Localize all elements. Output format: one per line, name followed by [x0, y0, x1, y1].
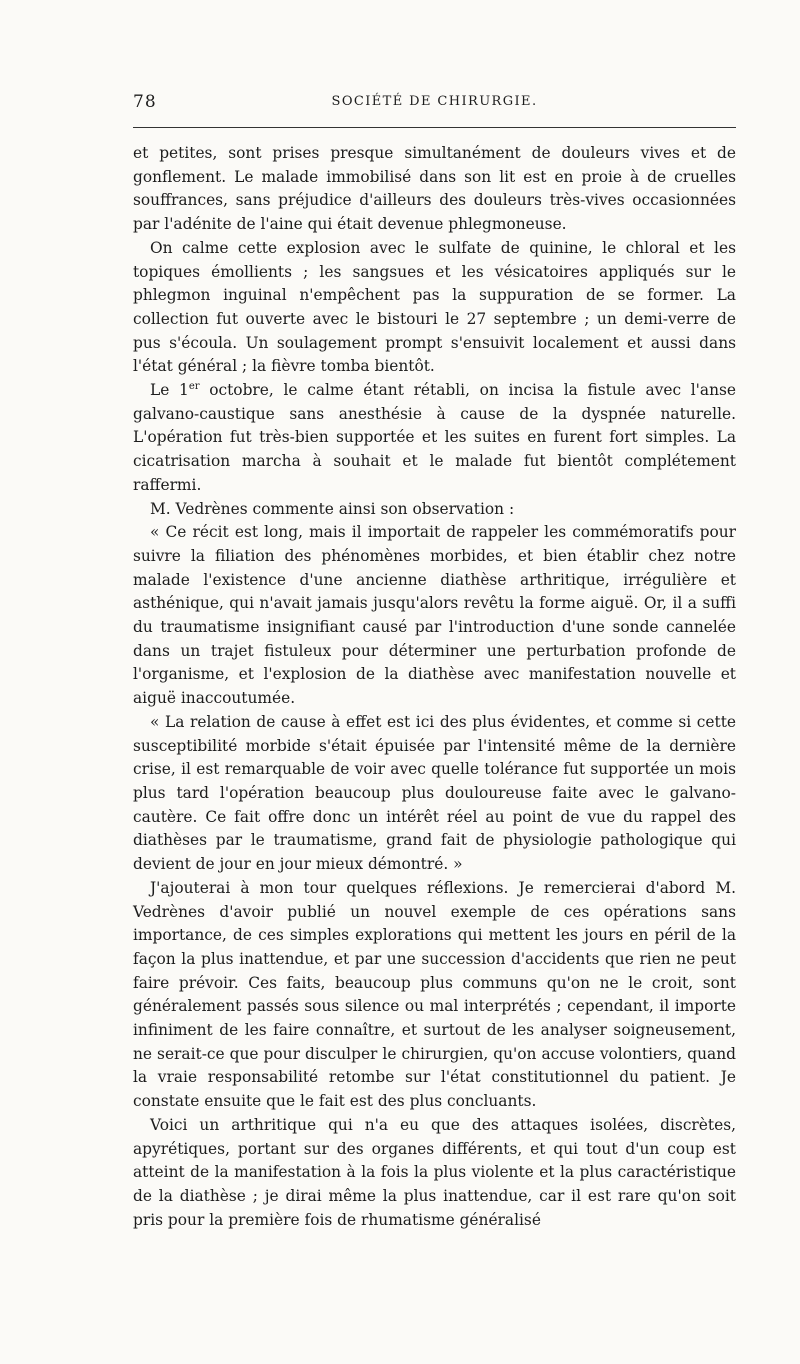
date-prefix: Le 1: [150, 381, 189, 400]
body-text: [133, 142, 736, 1232]
paragraph: « Ce récit est long, mais il importait de rappeler les commémoratifs pour suivre la filiation des phénomènes morbides, et bien établir chez notre malade l'existence d'une ancienne diathèse arthritique, irrégulière et asthénique, qui n'avait jamais jusqu'alors revêtu la forme aiguë. Or, il a suffi du traumatisme insignifiant causé par l'introduction d'une sonde cannelée dans un trajet fistuleux pour déterminer une perturbation profonde de l'organisme, et l'explosion de la diathèse avec manifestation nouvelle et aiguë inaccoutumée.: [133, 523, 736, 708]
ordinal-superscript: er: [188, 380, 200, 392]
page-header: [133, 92, 736, 118]
page-number: 78: [133, 92, 157, 112]
paragraph: M. Vedrènes commente ainsi son observation :: [150, 499, 515, 518]
paragraph: « La relation de cause à effet est ici des plus évidentes, et comme si cette susceptibilité morbide s'était épuisée par l'intensité même de la dernière crise, il est remarquable de voir avec quelle tolérance fut supportée un mois plus tard l'opération beaucoup plus douloureuse faite avec le galvano-cautère. Ce fait offre donc un intérêt réel au point de vue du rappel des diathèses par le traumatisme, grand fait de physiologie pathologique qui devient de jour en jour mieux démontré. »: [133, 712, 736, 874]
paragraph: et petites, sont prises presque simultanément de douleurs vives et de gonflement. Le malade immobilisé dans son lit est en proie à de cruelles souffrances, sans préjudice d'ailleurs des douleurs très-vives occasionnées par l'adénite de l'aine qui était devenue phlegmoneuse.: [133, 144, 736, 234]
paragraph: On calme cette explosion avec le sulfate de quinine, le chloral et les topiques émollients ; les sangsues et les vésicatoires appliqués sur le phlegmon inguinal n'empêchent pas la suppuration de se former. La collection fut ouverte avec le bistouri le 27 septembre ; un demi-verre de pus s'écoula. Un soulagement prompt s'ensuivit localement et aussi dans l'état général ; la fièvre tomba bientôt.: [133, 238, 736, 376]
paragraph-with-date: [133, 379, 736, 498]
header-rule: [133, 127, 736, 128]
paragraph-text: octobre, le calme étant rétabli, on incisa la fistule avec l'anse galvano-caustique sans anesthésie à cause de la dyspnée naturelle. L'opération fut très-bien supportée et les suites en furent fort simples. La cicatrisation marcha à souhait et le malade fut bientôt complétement raffermi.: [133, 381, 737, 494]
paragraph: J'ajouterai à mon tour quelques réflexions. Je remercierai d'abord M. Vedrènes d'avoir publié un nouvel exemple de ces opérations sans importance, de ces simples explorations qui mettent les jours en péril de la façon la plus inattendue, et par une succession d'accidents que rien ne peut faire prévoir. Ces faits, beaucoup plus communs qu'on ne le croit, sont généralement passés sous silence ou mal interprétés ; cependant, il importe infiniment de les faire connaître, et surtout de les analyser soigneusement, ne serait-ce que pour disculper le chirurgien, qu'on accuse volontiers, quand la vraie responsabilité retombe sur l'état constitutionnel du patient. Je constate ensuite que le fait est des plus concluants.: [133, 878, 736, 1111]
paragraph: Voici un arthritique qui n'a eu que des attaques isolées, discrètes, apyrétiques, portant sur des organes différents, et qui tout d'un coup est atteint de la manifestation à la fois la plus violente et la plus caractéristique de la diathèse ; je dirai même la plus inattendue, car il est rare qu'on soit pris pour la première fois de rhumatisme généralisé: [133, 1115, 736, 1229]
running-head: SOCIÉTÉ DE CHIRURGIE.: [331, 94, 538, 109]
